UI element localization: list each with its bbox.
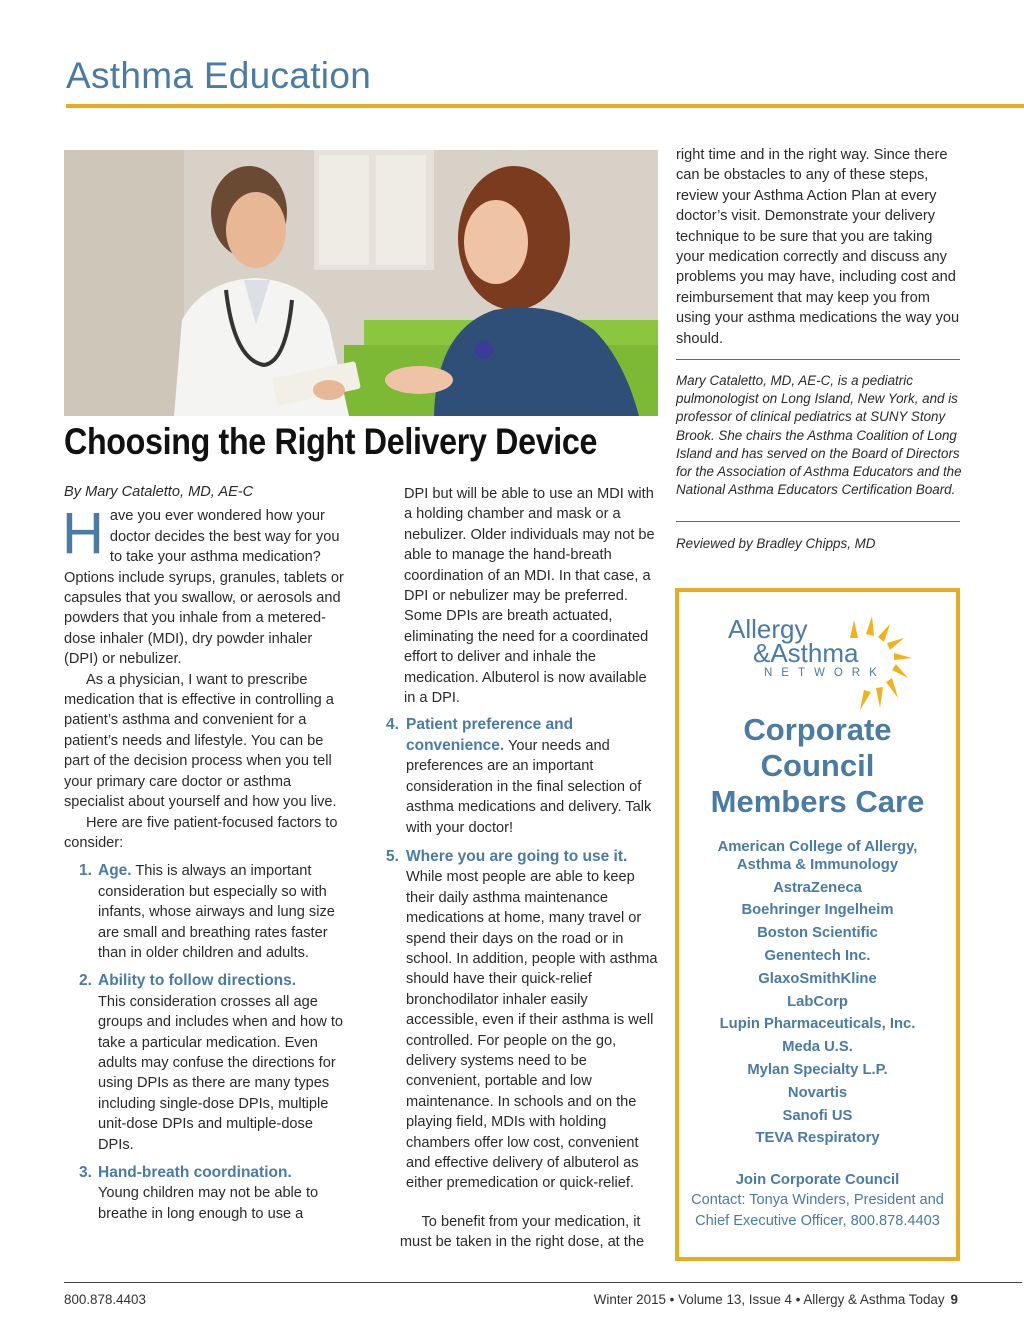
member-item: Boston Scientific [757,925,878,942]
doctor-patient-illustration [64,150,658,416]
factor-text: This is always an important consideration but especially so with infants, whose airways and lung size are small and breathing rates faster than in older children and adults. [98,863,335,961]
member-item: Meda U.S. [782,1039,853,1056]
reviewed-by: Reviewed by Bradley Chipps, MD [676,536,876,551]
member-item: Sanofi US [782,1107,853,1124]
factor-3-continued: DPI but will be able to use an MDI with a holding chamber and mask or a nebulizer. Older individuals may not be able to manage the hand-breath coordination of an MDI. In that case, a DPI or nebulizer may be preferred. Some DPIs are breath actuated, eliminating the need for a coordinated effort to deliver and inhale the medication. Albuterol is now available in a DPI. [404,486,655,707]
join-council [679,1170,956,1231]
member-item: LabCorp [787,993,848,1010]
article-photo [64,150,658,416]
corporate-council-box [675,588,960,1261]
member-item: Boehringer Ingelheim [741,902,894,919]
member-item: Novartis [787,1084,848,1101]
intro-text: ave you ever wondered how your doctor decides the best way for you to take your asthma medication? Options include syrups, granules, tablets or capsules that you swallow, or aerosols and powders that you inhale from a metered-dose inhaler (MDI), dry powder inhaler (DPI) or nebulizer. [64,508,344,668]
factor-number: 4. [386,716,399,734]
factor-item-age [64,861,350,963]
bio-divider-top [676,359,960,360]
member-item: TEVA Respiratory [755,1130,880,1147]
join-contact: Contact: Tonya Winders, President and Chief Executive Officer, 800.878.4403 [691,1192,944,1229]
page-number: 9 [950,1292,958,1307]
article-column-2 [386,484,658,1253]
closing-paragraph: To benefit from your medication, it must be taken in the right dose, at the [399,1213,645,1251]
drop-cap: H [62,501,104,567]
factor-text: While most people are able to keep their daily asthma maintenance medications at home, many travel or spend their days on the road or in school. In addition, people with asthma should have their quick-relief bronchodilator inhaler easily accessible, even if their asthma is well controlled. For people on the go, delivery systems need to be convenient, portable and low maintenance. In schools and on the playing field, MDIs with holding chambers offer low cost, convenient and effective delivery of albuterol as either premedication or quick-relief. [406,869,658,1192]
footer-phone: 800.878.4403 [64,1292,146,1307]
member-item: Mylan Specialty L.P. [747,1061,888,1078]
byline: By Mary Cataletto, MD, AE-C [64,484,254,500]
factor-text: This consideration crosses all age groups and includes when and how to take a particular medication. Even adults may confuse the directions for using DPIs as there are many types including single-dose DPIs, multiple unit-dose DPIs and multiple-dose DPIs. [98,993,344,1153]
council-title-line: Corporate [743,712,892,747]
factor-label: Hand-breath coordination. [98,1164,292,1181]
join-title: Join Corporate Council [735,1172,900,1188]
council-title-line: Council [760,748,875,783]
network-logo [724,612,914,712]
section-divider [66,104,1024,108]
factor-text: Young children may not be able to breathe in long enough to use a [98,1185,319,1222]
logo-text-allergy: Allergy [728,614,808,644]
article-column-3: right time and in the right way. Since there can be obstacles to any of these steps, review your Asthma Action Plan at every doctor’s visit. Demonstrate your delivery technique to be sure that you are taking your medication correctly and discuss any problems you may have, including cost and reimbursement that may keep you from using your asthma medications the way you should. [676,147,960,347]
member-item: Genentech Inc. [764,947,871,964]
factor-label: Patient preference and convenience. [406,716,574,754]
logo-text-asthma: &Asthma [753,638,859,668]
paragraph-physician: As a physician, I want to prescribe medication that is effective in controlling a patient’s asthma and convenient for a patient’s needs and lifestyle. You can be part of the decision process when you tell your primary care doctor or asthma specialist about yourself and how you live. [64,671,337,811]
logo-text-network: NETWORK [764,667,886,679]
factor-text: Your needs and preferences are an important consideration in the final selection of asthma medications and delivery. Talk with your doctor! [406,737,652,836]
bio-divider-bottom [676,521,960,522]
member-item: Lupin Pharmaceuticals, Inc. [719,1016,916,1033]
council-member-list [679,839,956,1153]
footer-issue-info [594,1292,958,1307]
section-title: Asthma Education [66,55,372,96]
factor-number: 1. [79,862,92,880]
member-item: AstraZeneca [773,879,862,896]
factor-item-location [386,847,658,1194]
factor-number: 3. [79,1164,92,1181]
factor-item-directions [64,971,350,1155]
factor-item-coordination [64,1163,350,1224]
factor-label: Where you are going to use it. [406,847,628,865]
member-item: American College of Allergy, Asthma & Immunology [717,839,918,873]
article-headline: Choosing the Right Delivery Device [64,420,598,462]
paragraph-factors-intro: Here are five patient-focused factors to consider: [64,814,338,851]
issue-text: Winter 2015 • Volume 13, Issue 4 • Allergy & Asthma Today [593,1292,945,1307]
council-title-line: Members Care [710,784,925,819]
factor-number: 2. [79,972,92,990]
footer-divider [64,1282,1022,1283]
factor-number: 5. [386,847,399,865]
factor-item-preference [386,715,658,837]
sunburst-icon [808,612,918,712]
article-column-1 [64,482,350,1224]
factor-label: Age. [98,862,132,880]
author-bio: Mary Cataletto, MD, AE-C, is a pediatric pulmonologist on Long Island, New York, and is professor of clinical pediatrics at SUNY Stony Brook. She chairs the Asthma Coalition of Long Island and has served on the Board of Directors for the Association of Asthma Educators and the National Asthma Educators Certification Board. [676,373,962,498]
intro-paragraph [62,501,350,669]
member-item: GlaxoSmithKline [758,970,877,987]
council-title [679,712,956,820]
factor-label: Ability to follow directions. [98,972,297,990]
